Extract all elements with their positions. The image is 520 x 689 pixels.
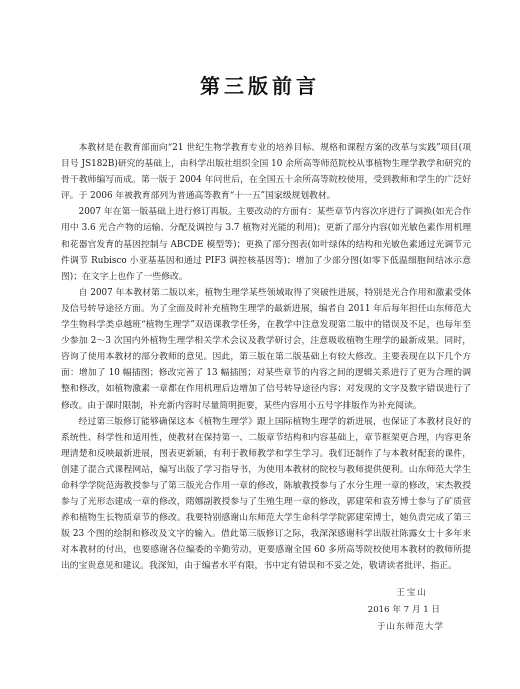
signature-date: 2016 年 7 月 1 日 — [367, 605, 440, 615]
paragraph-1: 本教材是在教育部面向“21 世纪生物学教育专业的培养目标、规格和课程方案的改革与实践”项目(项目号 JS182B)研究的基础上，由科学出版社组织全国 10 余所高等师范院校从事植物生理学教学和研究的骨干教师编写而成。第一版于 2004 年问世后，在全国五十余所高等院校使用，受到教师和学生的广泛好评。于 2006 年被教育部列为普通高等教育“十一五”国家级规划教材。 — [61, 143, 471, 202]
paragraph-4: 经过第三版修订能够确保这本《植物生理学》跟上国际植物生理学的新进展，也保证了本教材良好的系统性、科学性和适用性，使教材在保持第一、二版章节结构和内容基础上，章节框架更合理，内容更条理清楚和反映最新进展，图表更新颖，有利于教师教学和学生学习。我们还制作了与本教材配套的课件，创建了混合式课程网站，编写出版了学习指导书，为使用本教材的院校与教师提供便利。山东师范大学生命科学学院范海教授参与了第三版光合作用一章的修改，陈敏教授参与了水分生理一章的修改，宋杰教授参与了光形态建成一章的修改，隋娜副教授参与了生殖生理一章的修改，郭建荣和袁芳博士参与了矿质营养和植物生长物质章节的修改。我要特别感谢山东师范大学生命科学学院郭建荣博士，她负责完成了第三版 23 个图的绘制和修改及文字的输入。借此第三版修订之际，我深深感谢科学出版社陈露女士十多年来对本教材的付出，也要感谢各位编委的辛勤劳动，更要感谢全国 60 多所高等院校使用本教材的教师所提出的宝贵意见和建议。我深知，由于编者水平有限，书中定有错误和不妥之处，敬请读者批评、指正。 — [61, 416, 471, 572]
preface-body — [61, 140, 471, 575]
signature-author: 王宝山 — [396, 588, 428, 598]
signature-place: 于山东师范大学 — [376, 622, 444, 632]
paragraph-3: 自 2007 年本教材第二版以来，植物生理学某些领域取得了突破性进展，特别是光合作用和激素受体及信号转导途径方面。为了全面及时补充植物生理学的最新进展，编者自 2011 年后每年担任山东师范大学生物科学类卓越班“植物生理学”双语课教学任务，在教学中注意发现第二版中的错误及不足，也每年至少参加 2～3 次国内外植物生理学相关学术会议及教学研讨会，注意吸收植物生理学的最新成果。同时，咨询了使用本教材的部分教师的意见。因此，第三版在第二版基础上有较大修改。主要表现在以下几个方面：增加了 10 幅插图；修改完善了 13 幅插图；对某些章节的内容之间的逻辑关系进行了更为合理的调整和修改，如植物激素一章都在作用机理后边增加了信号转导途径内容；对发现的文字及数字错误进行了修改。由于课时限制，补充新内容时尽量简明扼要，某些内容用小五号字排版作为补充阅读。 — [61, 287, 471, 411]
paragraph-2: 2007 年在第一版基础上进行修订再版。主要改动的方面有：某些章节内容次序进行了调换(如光合作用中 3.6 光合产物的运输、分配及调控与 3.7 植物对光能的利用)；更新了部分内容(如光敏色素作用机理和花器官发育的基因控制与 ABCDE 模型等)；更换了部分图表(如叶绿体的结构和光敏色素通过光调节元件调节 Rubisco 小亚基基因和通过 PIF3 调控核基因等)；增加了少部分图(如零下低温细胞间结冰示意图)；在文字上也作了一些修改。 — [61, 207, 471, 282]
signature-block — [368, 585, 444, 636]
page-title: 第三版前言 — [200, 74, 320, 98]
